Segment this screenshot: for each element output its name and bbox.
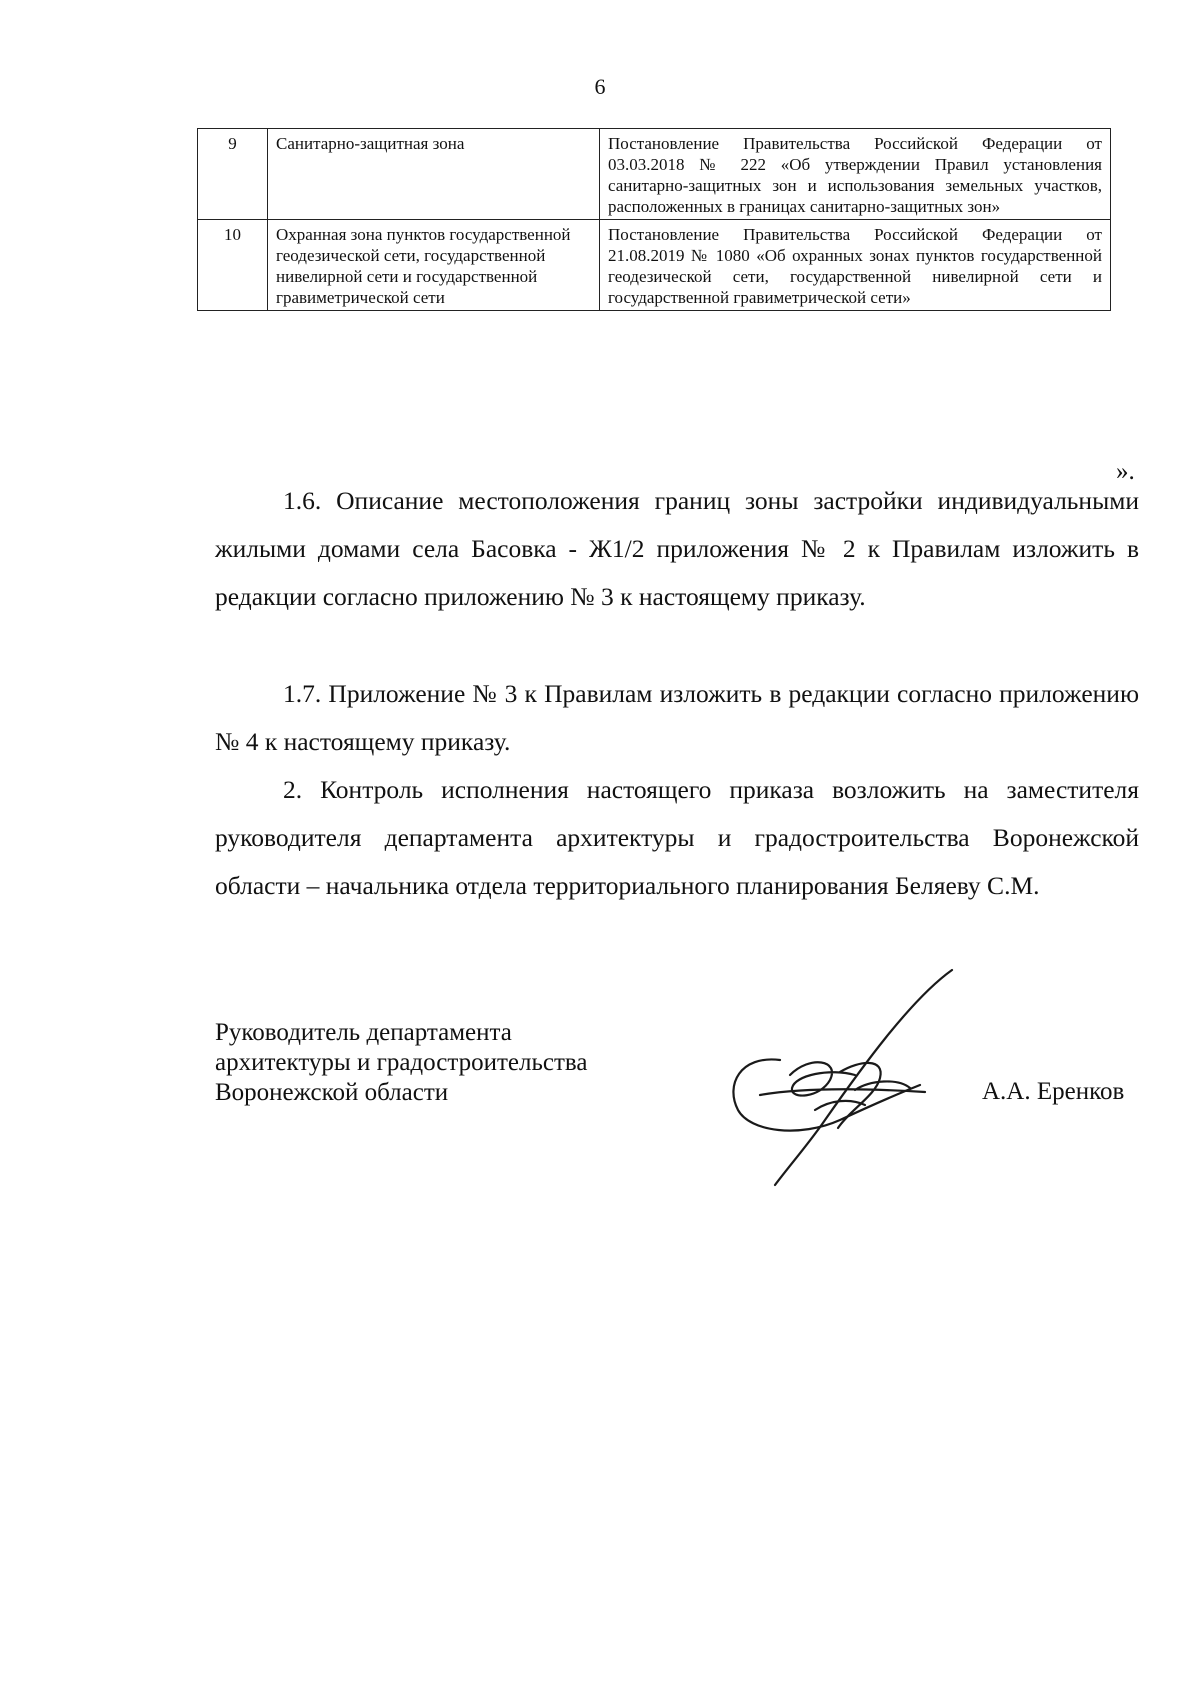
zones-table xyxy=(197,128,1111,311)
signer-position-line: Руководитель департамента xyxy=(215,1019,512,1046)
paragraph-1-7: 1.7. Приложение № 3 к Правилам изложить в редакции согласно приложению № 4 к настоящему приказу. xyxy=(215,679,1139,756)
page-number: 6 xyxy=(594,74,606,99)
signer-position xyxy=(215,1018,587,1108)
zone-name: Охранная зона пунктов государственной геодезической сети, государственной нивелирной сети и государственной гравиметрической сети xyxy=(268,220,600,311)
closing-quote: ». xyxy=(1116,458,1135,485)
table-row xyxy=(198,220,1111,311)
signer-position-line: Воронежской области xyxy=(215,1079,449,1106)
legal-basis: Постановление Правительства Российской Федерации от 21.08.2019 № 1080 «Об охранных зонах пунктов государственной геодезической сети, государственной нивелирной сети и государственной гравиметрической сети» xyxy=(600,220,1111,311)
signer-position-line: архитектуры и градостроительства xyxy=(215,1049,588,1076)
row-number: 9 xyxy=(198,129,268,220)
paragraph-2: 2. Контроль исполнения настоящего приказа возложить на заместителя руководителя департамента архитектуры и градостроительства Воронежской области – начальника отдела территориального планирования Беляеву С.М. xyxy=(215,775,1139,900)
legal-basis: Постановление Правительства Российской Федерации от 03.03.2018 № 222 «Об утверждении Правил установления санитарно-защитных зон и использования земельных участков, расположенных в границах санитарно-защитных зон» xyxy=(600,129,1111,220)
table-row xyxy=(198,129,1111,220)
row-number: 10 xyxy=(198,220,268,311)
paragraph-1-6: 1.6. Описание местоположения границ зоны застройки индивидуальными жилыми домами села Басовка - Ж1/2 приложения № 2 к Правилам изложить в редакции согласно приложению № 3 к настоящему приказу. xyxy=(215,486,1139,611)
zone-name: Санитарно-защитная зона xyxy=(268,129,600,220)
signer-name: А.А. Еренков xyxy=(982,1078,1125,1105)
handwritten-signature xyxy=(720,960,960,1190)
